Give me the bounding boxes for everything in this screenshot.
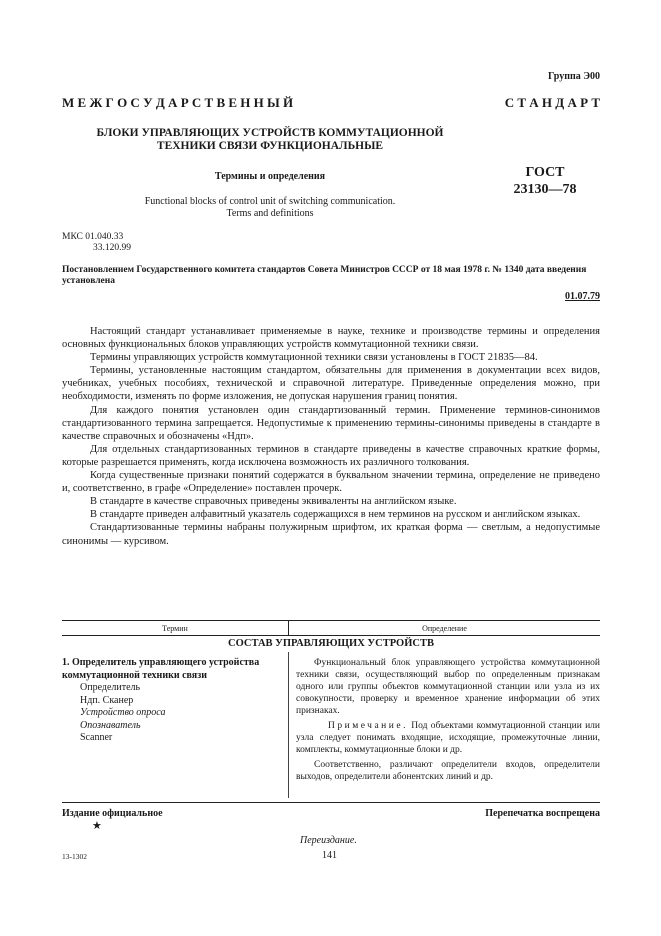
section-heading: СОСТАВ УПРАВЛЯЮЩИХ УСТРОЙСТВ <box>228 638 434 649</box>
term-entry <box>62 657 282 745</box>
decree-text: Постановлением Государственного комитета стандартов Совета Министров СССР от 18 мая 1978 г. № 1340 дата введения установлена <box>62 265 587 286</box>
star-icon: ★ <box>92 820 102 832</box>
definition-entry <box>296 657 600 786</box>
page-number: 141 <box>322 850 337 861</box>
term-ndp: Ндп. Сканер <box>80 694 134 706</box>
term-synonym: Опознаватель <box>80 719 141 731</box>
definition-note <box>296 720 600 756</box>
table-header <box>62 620 600 636</box>
paragraph: В стандарте приведен алфавитный указатель содержащихся в нем терминов на русском и английском языках. <box>90 509 581 521</box>
gost-label: ГОСТ <box>525 165 565 180</box>
paragraph: Для каждого понятия установлен один стандартизованный термин. Применение терминов-синонимов стандартизованного термина запрещается. Недопустимые к применению термины-синонимы приведены в стандарте в качестве справочных и обозначены «Ндп». <box>62 404 600 442</box>
note-text: Под объектами коммутационной станции или узла следует понимать входящие, исходящие, промежуточные линии, комплекты, коммутационные блоки и др. <box>296 721 600 755</box>
reissue-note: Переиздание. <box>300 835 357 846</box>
mks-label: МКС <box>62 232 83 242</box>
definition-consequence: Соответственно, различают определители входов, определители выходов, определители абонентских линий и др. <box>296 760 600 782</box>
paragraph: Стандартизованные термины набраны полужирным шрифтом, их краткая форма — светлым, а недопустимые синонимы — курсивом. <box>62 522 600 547</box>
column-header-definition: Определение <box>422 623 467 633</box>
english-title-line2: Terms and definitions <box>226 208 314 219</box>
print-code: 13-1302 <box>62 852 87 861</box>
paragraph: Для отдельных стандартизованных терминов в стандарте приведены в качестве справочных краткие формы, которые разрешается применять, когда исключена возможность их различного толкования. <box>62 443 600 468</box>
mks-code-2: 33.120.99 <box>93 243 131 253</box>
banner-word-interstate: М Е Ж Г О С У Д А Р С Т В Е Н Н Ы Й <box>62 95 294 110</box>
term-short-form: Определитель <box>80 682 141 693</box>
english-title-line1: Functional blocks of control unit of switching communication. <box>144 196 396 207</box>
mks-codes <box>62 232 131 254</box>
column-divider <box>288 652 289 798</box>
banner-word-standard: С Т А Н Д А Р Т <box>504 95 600 110</box>
standard-banner <box>62 95 600 111</box>
document-subtitle: Термины и определения <box>214 171 326 182</box>
paragraph: В стандарте в качестве справочных приведены эквиваленты на английском языке. <box>90 496 457 508</box>
paragraph: Термины управляющих устройств коммутационной техники связи установлены в ГОСТ 21835—84. <box>90 352 538 364</box>
paragraph: Настоящий стандарт устанавливает применяемые в науке, технике и производстве термины и определения основных функциональных блоков управляющих устройств коммутационной техники связи. <box>62 326 600 351</box>
paragraph: Термины, установленные настоящим стандартом, обязательны для применения в документации всех видов, учебниках, учебных пособиях, технической и справочной литературе. Приведенные определения можно, при необходимости, изменять по форме изложения, не допуская нарушения границ понятия. <box>62 365 600 403</box>
column-header-term: Термин <box>62 621 289 635</box>
paragraph: Когда существенные признаки понятий содержатся в буквальном значении термина, определение не приведено и, соответственно, в графе «Определение» поставлен прочерк. <box>62 470 600 495</box>
group-label: Группа Э00 <box>548 71 600 82</box>
gost-number: 23130—78 <box>513 182 577 197</box>
note-label: Примечание. <box>328 721 408 731</box>
body-text <box>62 325 600 548</box>
edition-label: Издание официальное <box>62 808 163 819</box>
effective-date: 01.07.79 <box>565 291 600 302</box>
footer-divider <box>62 802 600 803</box>
term-synonym: Устройство опроса <box>80 707 166 718</box>
mks-code-1: 01.040.33 <box>85 232 124 242</box>
english-title <box>80 196 460 220</box>
term-title: 1. Определитель управляющего устройства коммутационной техники связи <box>62 657 260 681</box>
reprint-notice: Перепечатка воспрещена <box>485 808 600 819</box>
gost-designation <box>510 164 580 198</box>
term-english: Scanner <box>80 732 113 743</box>
definition-text: Функциональный блок управляющего устройства коммутационной техники связи, осуществляющий выбор по определенным признакам одного или группы объектов коммутационной станции или узла из их совокупности, проверку и временное хранение информации об этих признаках. <box>296 658 600 716</box>
document-title: БЛОКИ УПРАВЛЯЮЩИХ УСТРОЙСТВ КОММУТАЦИОННОЙ ТЕХНИКИ СВЯЗИ ФУНКЦИОНАЛЬНЫЕ <box>96 127 444 152</box>
